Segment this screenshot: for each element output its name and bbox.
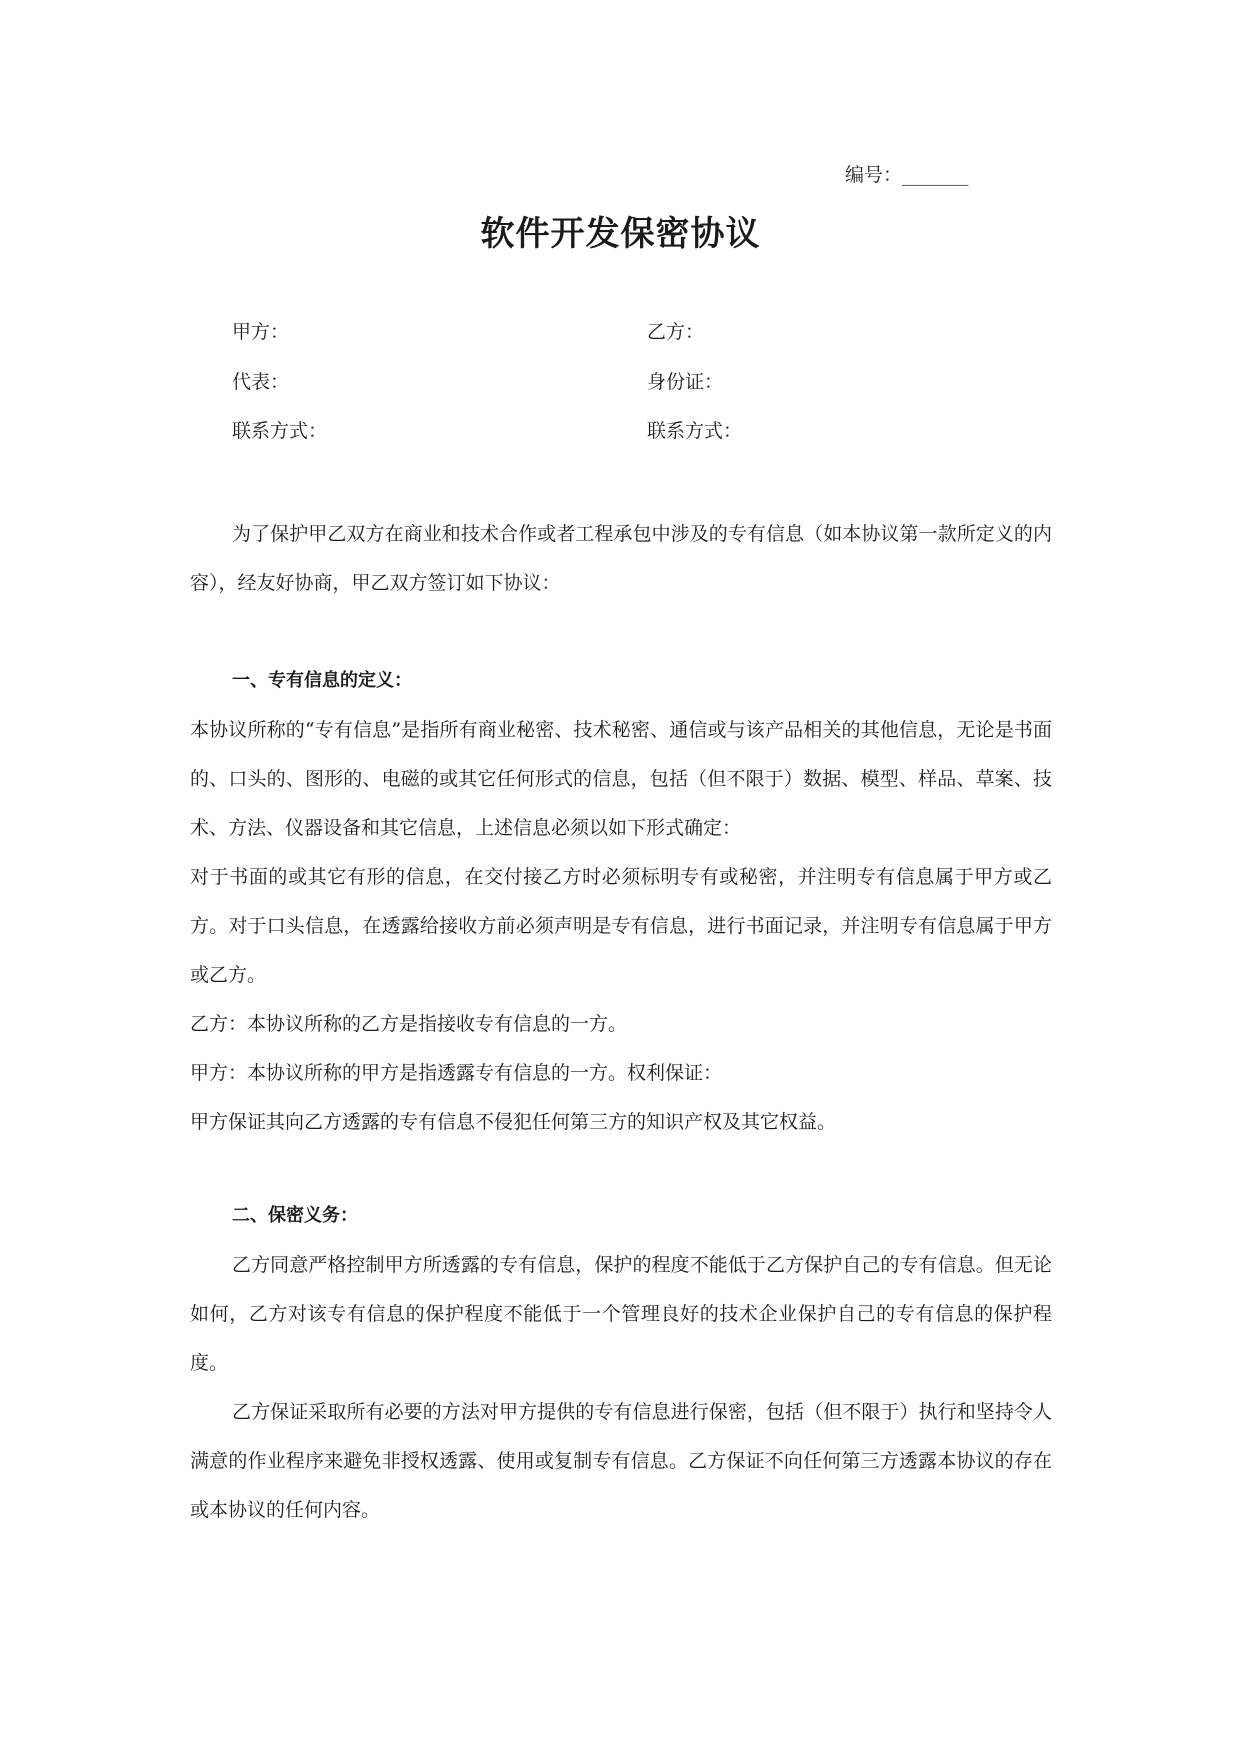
section-1-paragraph-4: 甲方：本协议所称的甲方是指透露专有信息的一方。权利保证： xyxy=(190,1062,723,1084)
document-title: 软件开发保密协议 xyxy=(480,214,761,254)
section-1-paragraph-1: 本协议所称的“专有信息”是指所有商业秘密、技术秘密、通信或与该产品相关的其他信息，无论是书面的、口头的、图形的、电磁的或其它任何形式的信息，包括（但不限于）数据、模型、样品、草案、技术、方法、仪器设备和其它信息，上述信息必须以如下形式确定： xyxy=(190,719,1052,839)
section-1-heading: 一、专有信息的定义： xyxy=(232,670,412,691)
section-2-paragraph-1: 乙方同意严格控制甲方所透露的专有信息，保护的程度不能低于乙方保护自己的专有信息。但无论如何，乙方对该专有信息的保护程度不能低于一个管理良好的技术企业保护自己的专有信息的保护程度。 xyxy=(190,1254,1052,1374)
contact-b-label: 联系方式： xyxy=(647,420,743,442)
representative-label: 代表： xyxy=(232,371,290,393)
contact-a-label: 联系方式： xyxy=(232,420,328,442)
party-row-3 xyxy=(0,416,1241,446)
party-a-label: 甲方： xyxy=(232,321,290,343)
id-card-label: 身份证： xyxy=(647,371,724,393)
section-2-heading: 二、保密义务： xyxy=(232,1205,358,1226)
section-1-paragraph-3: 乙方：本协议所称的乙方是指接收专有信息的一方。 xyxy=(190,1013,628,1035)
preamble-paragraph: 为了保护甲乙双方在商业和技术合作或者工程承包中涉及的专有信息（如本协议第一款所定义的内容），经友好协商，甲乙双方签订如下协议： xyxy=(190,523,1052,594)
section-1-paragraph-5: 甲方保证其向乙方透露的专有信息不侵犯任何第三方的知识产权及其它权益。 xyxy=(190,1111,837,1133)
party-row-1 xyxy=(0,317,1241,347)
section-2-paragraph-2: 乙方保证采取所有必要的方法对甲方提供的专有信息进行保密，包括（但不限于）执行和坚持令人满意的作业程序来避免非授权透露、使用或复制专有信息。乙方保证不向任何第三方透露本协议的存在或本协议的任何内容。 xyxy=(190,1401,1052,1521)
party-b-label: 乙方： xyxy=(647,321,705,343)
document-number: 编号：_______ xyxy=(845,164,969,186)
section-1-paragraph-2: 对于书面的或其它有形的信息，在交付接乙方时必须标明专有或秘密，并注明专有信息属于甲方或乙方。对于口头信息，在透露给接收方前必须声明是专有信息，进行书面记录，并注明专有信息属于甲方或乙方。 xyxy=(190,866,1052,986)
party-row-2 xyxy=(0,367,1241,397)
